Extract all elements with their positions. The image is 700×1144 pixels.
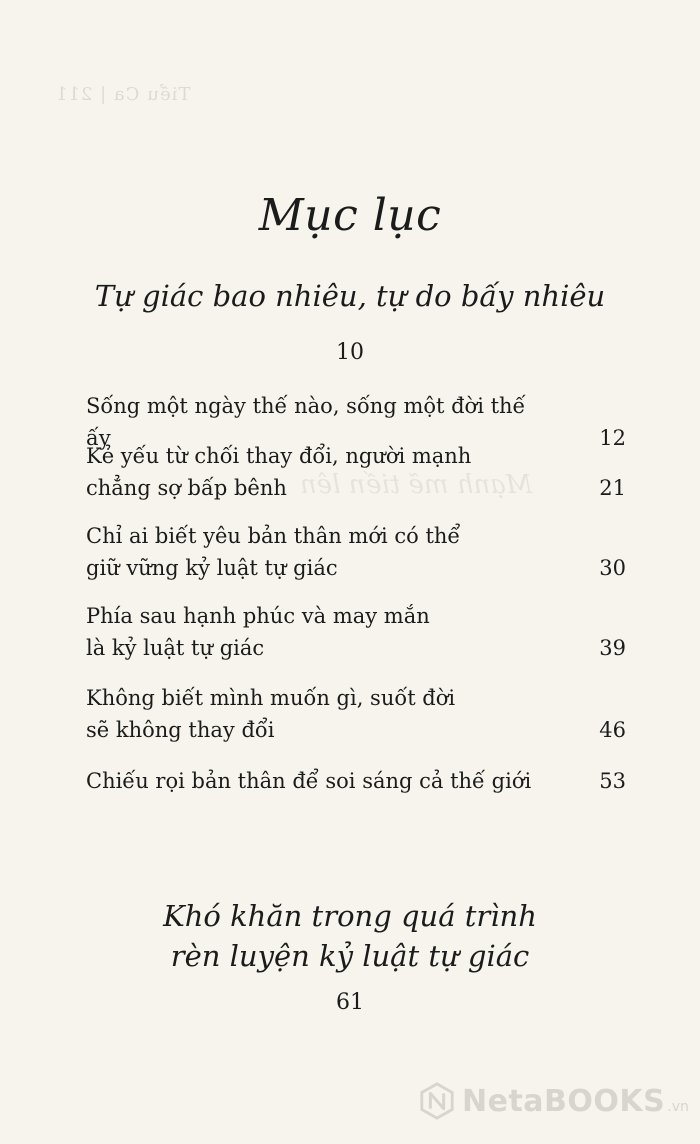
toc-entry-page: 46 <box>599 718 626 742</box>
toc-entry-page: 21 <box>599 476 626 500</box>
toc-entry-title: Kẻ yếu từ chối thay đổi, người mạnh chẳng sợ bấp bênh <box>86 444 472 500</box>
toc-entry-page: 30 <box>599 556 626 580</box>
toc-entry[interactable] <box>86 765 626 797</box>
toc-entry[interactable] <box>86 440 626 504</box>
watermark <box>418 1082 689 1120</box>
toc-entry-page: 39 <box>599 636 626 660</box>
watermark-text: NetaBOOKS <box>462 1083 666 1119</box>
section-page-number-2: 61 <box>336 990 364 1015</box>
section-heading-1: Tự giác bao nhiêu, tự do bấy nhiêu <box>94 279 606 313</box>
toc-entry-title: Chỉ ai biết yêu bản thân mới có thể giữ vững kỷ luật tự giác <box>86 524 461 580</box>
toc-entry[interactable] <box>86 600 626 664</box>
page-title: Mục lục <box>258 190 442 241</box>
watermark-suffix: .vn <box>667 1099 689 1115</box>
toc-entry[interactable] <box>86 520 626 584</box>
toc-entry-page: 12 <box>599 426 626 450</box>
toc-entry-title: Chiếu rọi bản thân để soi sáng cả thế giới <box>86 769 532 793</box>
toc-entry[interactable] <box>86 682 626 746</box>
section-page-number-1: 10 <box>336 340 364 365</box>
section-heading-2: Khó khăn trong quá trình rèn luyện kỷ luật tự giác <box>163 899 537 973</box>
toc-entry-title: Không biết mình muốn gì, suốt đời sẽ không thay đổi <box>86 686 456 742</box>
toc-entry-page: 53 <box>599 769 626 793</box>
toc-entry-title: Phía sau hạnh phúc và may mắn là kỷ luật tự giác <box>86 604 430 660</box>
bleed-through-header: Tiểu Ca | 211 <box>55 84 191 105</box>
neta-logo-icon <box>418 1082 456 1120</box>
bleed-through-text: Mạnh mẽ tiến lên <box>300 470 533 500</box>
toc-entry-title: Sống một ngày thế nào, sống một đời thế ấy <box>86 394 526 450</box>
